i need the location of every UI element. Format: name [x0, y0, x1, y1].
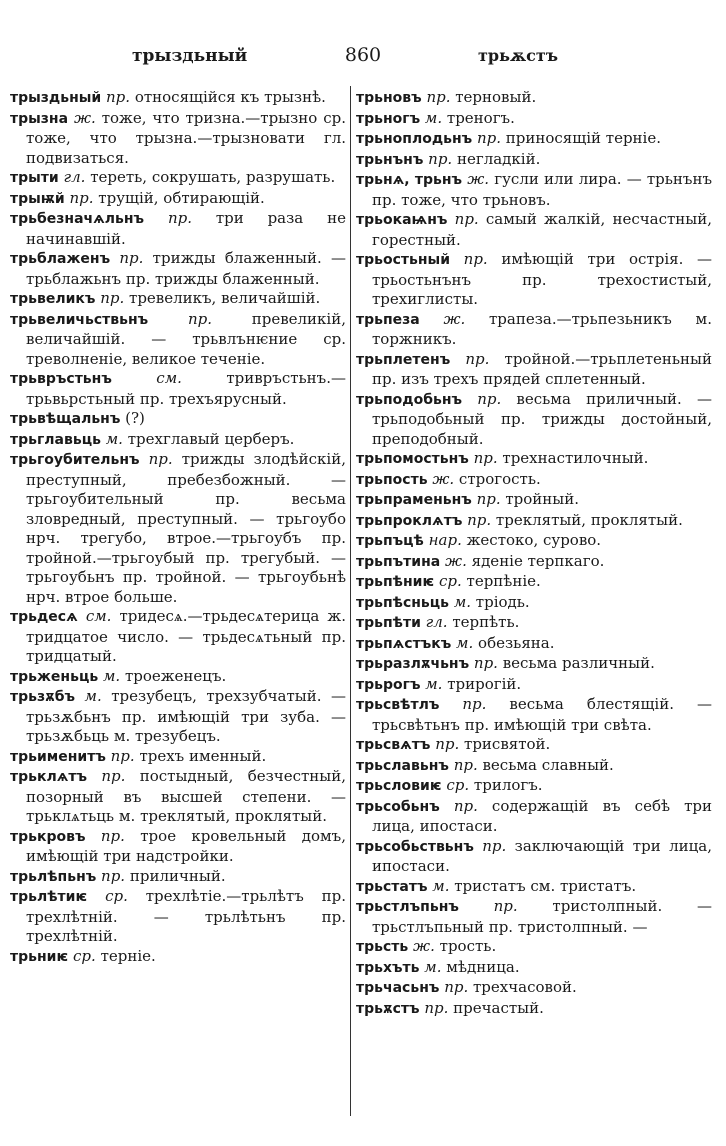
- entry-definition: трижды блаженный. —трьблажьнъ пр. трижды блаженный.: [26, 249, 346, 288]
- entry-grammar-label: пр.: [482, 836, 507, 855]
- entry-headword: трыздьный: [10, 90, 102, 106]
- entry-headword: трьзѫбъ: [10, 689, 76, 705]
- dictionary-entry: [356, 170, 712, 210]
- entry-headword: трьженьць: [10, 668, 99, 685]
- entry-grammar-label: пр.: [435, 735, 460, 753]
- entry-grammar-label: пр.: [187, 309, 212, 328]
- entry-headword: трьдесѧ: [10, 609, 78, 625]
- entry-grammar-label: пр.: [426, 88, 451, 106]
- entry-headword: трьстатъ: [356, 878, 428, 895]
- entry-definition: весьма блестящій. — трьсвѣтьнъ пр. имѣющій три свѣта.: [372, 695, 712, 734]
- entry-headword: трьнънъ: [356, 151, 424, 168]
- entry-headword: трьименитъ: [10, 748, 106, 765]
- entry-headword: трьчасьнъ: [356, 980, 440, 996]
- entry-headword: трьостьный: [356, 252, 451, 268]
- entry-grammar-label: ж.: [467, 170, 490, 188]
- entry-definition: яденіе терпкаго.: [466, 551, 605, 570]
- dictionary-entry: [356, 613, 712, 634]
- entry-grammar-label: м.: [432, 876, 450, 895]
- entry-grammar-label: пр.: [477, 389, 502, 408]
- entry-headword: трьокаѩнъ: [356, 212, 448, 228]
- entry-definition: постыдный, безчестный, позорный въ высшей степени. — трьклѧтьць м. треклятый, проклятый.: [26, 767, 346, 825]
- entry-grammar-label: пр.: [467, 510, 492, 529]
- entry-grammar-label: ср.: [438, 572, 462, 590]
- entry-definition: тридесѧ.—трьдесѧтерица ж. тридцатое число. — трьдесѧтьный пр. тридцатый.: [26, 607, 346, 665]
- entry-grammar-label: м.: [424, 957, 442, 976]
- dictionary-entry: [356, 695, 712, 735]
- dictionary-entry: [10, 747, 346, 768]
- dictionary-entry: [356, 797, 712, 837]
- entry-grammar-label: пр.: [100, 826, 125, 845]
- entry-grammar-label: см.: [156, 369, 182, 387]
- entry-headword: трьглавьць: [10, 431, 101, 448]
- entry-headword: трьвеличьствьнъ: [10, 311, 149, 328]
- dictionary-entry: [356, 250, 712, 310]
- dictionary-entry: [10, 289, 346, 310]
- dictionary-entry: [356, 634, 712, 655]
- entry-definition: треногъ.: [442, 108, 515, 127]
- entry-grammar-label: пр.: [463, 250, 488, 268]
- entry-headword: трьновъ: [356, 90, 422, 106]
- entry-grammar-label: пр.: [476, 129, 501, 147]
- dictionary-entry: [356, 109, 712, 130]
- entry-grammar-label: м.: [424, 108, 443, 127]
- dictionary-entry: [356, 150, 712, 171]
- entry-grammar-label: пр.: [101, 866, 126, 885]
- dictionary-entry: [356, 756, 712, 777]
- entry-grammar-label: ж.: [445, 551, 467, 570]
- dictionary-entry: [356, 897, 712, 937]
- entry-definition: тристатъ см. тристатъ.: [449, 876, 637, 895]
- entry-definition: трижды злодѣйскій, преступный, пребезбожный. —трьгоубительный пр. весьма зловредный, преступный. — трьгоубо нрч. трегубо, втрое.—трьгоубъ пр. тройной.—трьгоубый пр. трегубый. — трьгоубьнъ пр. тройной. — трьгоубьнѣ нрч. втрое больше.: [26, 450, 346, 606]
- entry-headword: трьсловиѥ: [356, 778, 442, 794]
- dictionary-entry: [10, 687, 346, 747]
- entry-grammar-label: см.: [85, 607, 112, 625]
- dictionary-entry: [356, 350, 712, 390]
- entry-headword: трьпѣти: [356, 615, 421, 631]
- dictionary-entry: [356, 552, 712, 573]
- entry-definition: трапеза.—трьпезьникъ м. торжникъ.: [372, 309, 712, 348]
- dictionary-entry: [356, 531, 712, 552]
- entry-grammar-label: пр.: [493, 897, 518, 915]
- header-right-word: трьѫстъ: [478, 46, 559, 65]
- dictionary-entry: [356, 572, 712, 593]
- entry-definition: тривръстьнъ.— трьвьрстьный пр. трехъярусный.: [26, 369, 346, 408]
- dictionary-entry: [356, 449, 712, 470]
- entry-headword: трьпомостьнъ: [356, 451, 469, 467]
- dictionary-entry: [356, 735, 712, 756]
- entry-grammar-label: пр.: [119, 249, 144, 267]
- entry-definition: терпѣть.: [447, 613, 520, 631]
- entry-definition: негладкій.: [452, 149, 541, 168]
- entry-headword: трызна: [10, 110, 69, 127]
- left-column: [10, 88, 346, 967]
- entry-grammar-label: пр.: [444, 978, 469, 996]
- entry-grammar-label: ср.: [446, 776, 470, 794]
- dictionary-entry: [10, 947, 346, 968]
- entry-definition: тристолпный. — трьстлъпьный пр. тристолпный. —: [372, 897, 712, 936]
- entry-definition: треклятый, проклятый.: [491, 510, 683, 529]
- dictionary-entry: [356, 511, 712, 532]
- dictionary-entry: [10, 607, 346, 667]
- entry-headword: трьсобьнъ: [356, 798, 440, 815]
- dictionary-entry: [356, 310, 712, 350]
- entry-definition: гусли или лира. — трьнънъ пр. тоже, что трьновъ.: [372, 170, 712, 209]
- entry-definition: трехъ именный.: [134, 746, 267, 765]
- dictionary-entry: [10, 667, 346, 688]
- entry-definition: трое кровельный домъ, имѣющій три надстройки.: [26, 826, 346, 865]
- entry-headword: трьвеликъ: [10, 291, 96, 307]
- entry-definition: тріодь.: [471, 592, 530, 611]
- dictionary-entry: [356, 654, 712, 675]
- entry-headword: трьногъ: [356, 110, 421, 127]
- entry-grammar-label: пр.: [101, 767, 126, 785]
- entry-grammar-label: пр.: [462, 695, 487, 713]
- entry-grammar-label: пр.: [424, 998, 449, 1017]
- entry-headword: трьниѥ: [10, 948, 69, 965]
- entry-headword: трьпраменьнъ: [356, 492, 472, 508]
- entry-definition: терпѣніе.: [461, 572, 541, 590]
- page-number: 860: [344, 44, 382, 66]
- entry-grammar-label: м.: [84, 687, 102, 705]
- dictionary-entry: [10, 189, 346, 210]
- entry-grammar-label: пр.: [465, 349, 490, 368]
- entry-grammar-label: ж.: [432, 469, 455, 488]
- entry-headword: трьславьнъ: [356, 757, 449, 774]
- dictionary-entry: [356, 470, 712, 491]
- entry-definition: весьма различный.: [497, 654, 655, 672]
- dictionary-entry: [356, 837, 712, 877]
- dictionary-entry: [10, 887, 346, 947]
- entry-definition: трезубецъ, трехзубчатый. —трьзѫбьнъ пр. имѣющій три зуба. —трьзѫбьць м. трезубецъ.: [26, 687, 346, 745]
- entry-definition: трисвятой.: [459, 735, 551, 753]
- entry-headword: трьпеза: [356, 311, 420, 328]
- entry-grammar-label: пр.: [454, 210, 479, 228]
- dictionary-entry: [356, 999, 712, 1020]
- entry-grammar-label: м.: [102, 666, 121, 685]
- entry-headword: трьрогъ: [356, 676, 421, 693]
- entry-definition: тереть, сокрушать, разрушать.: [85, 168, 336, 186]
- entry-definition: трехнастилочный.: [497, 449, 649, 467]
- entry-definition: обезьяна.: [473, 633, 555, 652]
- entry-headword: трьѫстъ: [356, 1000, 420, 1017]
- entry-definition: пречастый.: [448, 998, 544, 1017]
- entry-headword: трьхъть: [356, 959, 420, 976]
- entry-headword: трыти: [10, 170, 59, 186]
- dictionary-entry: [10, 109, 346, 169]
- entry-grammar-label: ср.: [73, 946, 96, 965]
- dictionary-entry: [10, 409, 346, 430]
- entry-definition: самый жалкій, несчастный, горестный.: [372, 210, 712, 249]
- entry-grammar-label: ж.: [73, 108, 96, 127]
- entry-headword: трьпъцѣ: [356, 533, 424, 549]
- entry-definition: трость.: [434, 937, 497, 955]
- entry-grammar-label: ж.: [443, 309, 466, 328]
- dictionary-entry: [356, 675, 712, 696]
- entry-headword: трьклѧтъ: [10, 769, 88, 785]
- dictionary-entry: [356, 88, 712, 109]
- entry-grammar-label: м.: [456, 633, 474, 652]
- entry-definition: тройной.—трьплетеньный пр. изъ трехъ прядей сплетенный.: [372, 349, 712, 388]
- entry-headword: трьвѣщальнъ: [10, 411, 121, 427]
- entry-grammar-label: пр.: [69, 188, 94, 207]
- entry-definition: строгость.: [454, 469, 541, 488]
- dictionary-entry: [10, 767, 346, 827]
- entry-definition: терніе.: [95, 946, 156, 965]
- dictionary-entry: [10, 450, 346, 607]
- column-divider: [350, 86, 351, 1116]
- entry-grammar-label: ж.: [413, 937, 435, 955]
- dictionary-entry: [10, 369, 346, 409]
- entry-grammar-label: м.: [105, 429, 123, 448]
- entry-definition: трущій, обтирающій.: [93, 188, 265, 207]
- entry-headword: трьподобьнъ: [356, 391, 463, 408]
- dictionary-entry: [10, 430, 346, 451]
- entry-headword: трькровъ: [10, 828, 86, 845]
- entry-headword: трьстлъпьнъ: [356, 899, 459, 915]
- entry-grammar-label: гл.: [63, 168, 86, 186]
- entry-definition: терновый.: [450, 88, 537, 106]
- entry-grammar-label: пр.: [476, 490, 501, 508]
- entry-grammar-label: пр.: [428, 149, 453, 168]
- entry-headword: трьгоубительнъ: [10, 452, 140, 468]
- entry-headword: трьбезначѧльнъ: [10, 211, 145, 227]
- entry-grammar-label: пр.: [453, 755, 478, 774]
- entry-definition: имѣющій три острія. — трьостьнънъ пр. трехостистый, трехиглисты.: [372, 250, 712, 308]
- entry-headword: трьпътина: [356, 553, 441, 570]
- entry-grammar-label: м.: [425, 674, 443, 693]
- entry-definition: трилогъ.: [469, 776, 543, 794]
- entry-headword: трьсобьствьнъ: [356, 838, 474, 855]
- entry-headword: трьпѣниѥ: [356, 574, 435, 590]
- dictionary-entry: [10, 249, 346, 289]
- dictionary-entry: [356, 593, 712, 614]
- page-header: [0, 44, 726, 74]
- entry-headword: трьлѣпьнъ: [10, 868, 97, 885]
- entry-headword: трьблаженъ: [10, 251, 111, 267]
- entry-grammar-label: м.: [453, 592, 472, 611]
- entry-grammar-label: нар.: [428, 531, 462, 549]
- entry-definition: трехлѣтіе.—трьлѣтъ пр. трехлѣтній. — трьлѣтьнъ пр. трехлѣтній.: [26, 887, 346, 945]
- entry-headword: трьсвѣтлъ: [356, 697, 440, 713]
- entry-headword: трьсвѧтъ: [356, 737, 431, 753]
- entry-grammar-label: пр.: [473, 654, 498, 672]
- entry-headword: трыѭй: [10, 190, 65, 207]
- entry-definition: трехглавый церберъ.: [122, 429, 295, 448]
- dictionary-entry: [10, 168, 346, 189]
- entry-definition: приносящій терніе.: [501, 129, 661, 147]
- entry-grammar-label: гл.: [425, 613, 448, 631]
- dictionary-entry: [10, 310, 346, 370]
- dictionary-entry: [356, 490, 712, 511]
- entry-grammar-label: пр.: [167, 209, 192, 227]
- dictionary-entry: [10, 827, 346, 867]
- entry-grammar-label: пр.: [106, 88, 131, 106]
- entry-definition: жестоко, сурово.: [461, 531, 602, 549]
- entry-headword: трьноплодьнъ: [356, 131, 473, 147]
- entry-definition: заключающій три лица, ипостаси.: [372, 836, 712, 875]
- dictionary-entry: [356, 978, 712, 999]
- dictionary-entry: [356, 129, 712, 150]
- entry-definition: весьма приличный. —трьподобьный пр. трижды достойный, преподобный.: [372, 389, 712, 448]
- entry-grammar-label: пр.: [110, 746, 135, 765]
- right-column: [356, 88, 712, 1019]
- entry-headword: трьпѧстъкъ: [356, 635, 452, 652]
- entry-headword: трьразлѫчьнъ: [356, 656, 470, 672]
- entry-definition: троеженецъ.: [120, 666, 227, 685]
- entry-definition: приличный.: [125, 866, 226, 885]
- dictionary-entry: [10, 867, 346, 888]
- entry-grammar-label: пр.: [453, 796, 478, 815]
- entry-definition: содержащій въ себѣ три лица, ипостаси.: [372, 796, 712, 835]
- dictionary-entry: [356, 390, 712, 450]
- entry-headword: трьпѣсньць: [356, 594, 450, 611]
- entry-headword: трьвръстьнъ: [10, 371, 112, 387]
- entry-definition: трирогій.: [442, 674, 522, 693]
- header-left-word: трыздьный: [132, 46, 248, 66]
- entry-definition: тоже, что тризна.—трызно ср. тоже, что трызна.—трызновати гл. подвизаться.: [26, 108, 346, 167]
- entry-grammar-label: пр.: [473, 449, 498, 467]
- dictionary-entry: [356, 776, 712, 797]
- dictionary-entry: [10, 88, 346, 109]
- entry-definition: три раза не начинавшій.: [26, 209, 346, 248]
- entry-headword: трьлѣтиѥ: [10, 889, 88, 905]
- entry-headword: трьпроклѧтъ: [356, 512, 463, 529]
- entry-definition: трехчасовой.: [468, 978, 577, 996]
- entry-definition: превеликій, величайшій. — трьвлънѥние ср. треволненіе, великое теченіе.: [26, 309, 346, 368]
- entry-definition: (?): [120, 409, 145, 427]
- entry-definition: весьма славный.: [477, 755, 614, 774]
- entry-grammar-label: ср.: [105, 887, 128, 905]
- dictionary-entry: [356, 877, 712, 898]
- dictionary-entry: [356, 210, 712, 250]
- entry-grammar-label: пр.: [100, 289, 125, 307]
- entry-definition: относящійся къ трызнѣ.: [130, 88, 326, 106]
- entry-headword: трьсть: [356, 939, 409, 955]
- entry-headword: трьнѧ, трьнъ: [356, 172, 463, 188]
- dictionary-entry: [356, 937, 712, 958]
- entry-headword: трьплетенъ: [356, 351, 451, 368]
- entry-grammar-label: пр.: [148, 450, 173, 468]
- dictionary-entry: [356, 958, 712, 979]
- dictionary-entry: [10, 209, 346, 249]
- entry-definition: тревеликъ, величайшій.: [124, 289, 321, 307]
- entry-definition: мѣдница.: [441, 957, 520, 976]
- entry-definition: тройный.: [500, 490, 580, 508]
- entry-headword: трьпость: [356, 471, 428, 488]
